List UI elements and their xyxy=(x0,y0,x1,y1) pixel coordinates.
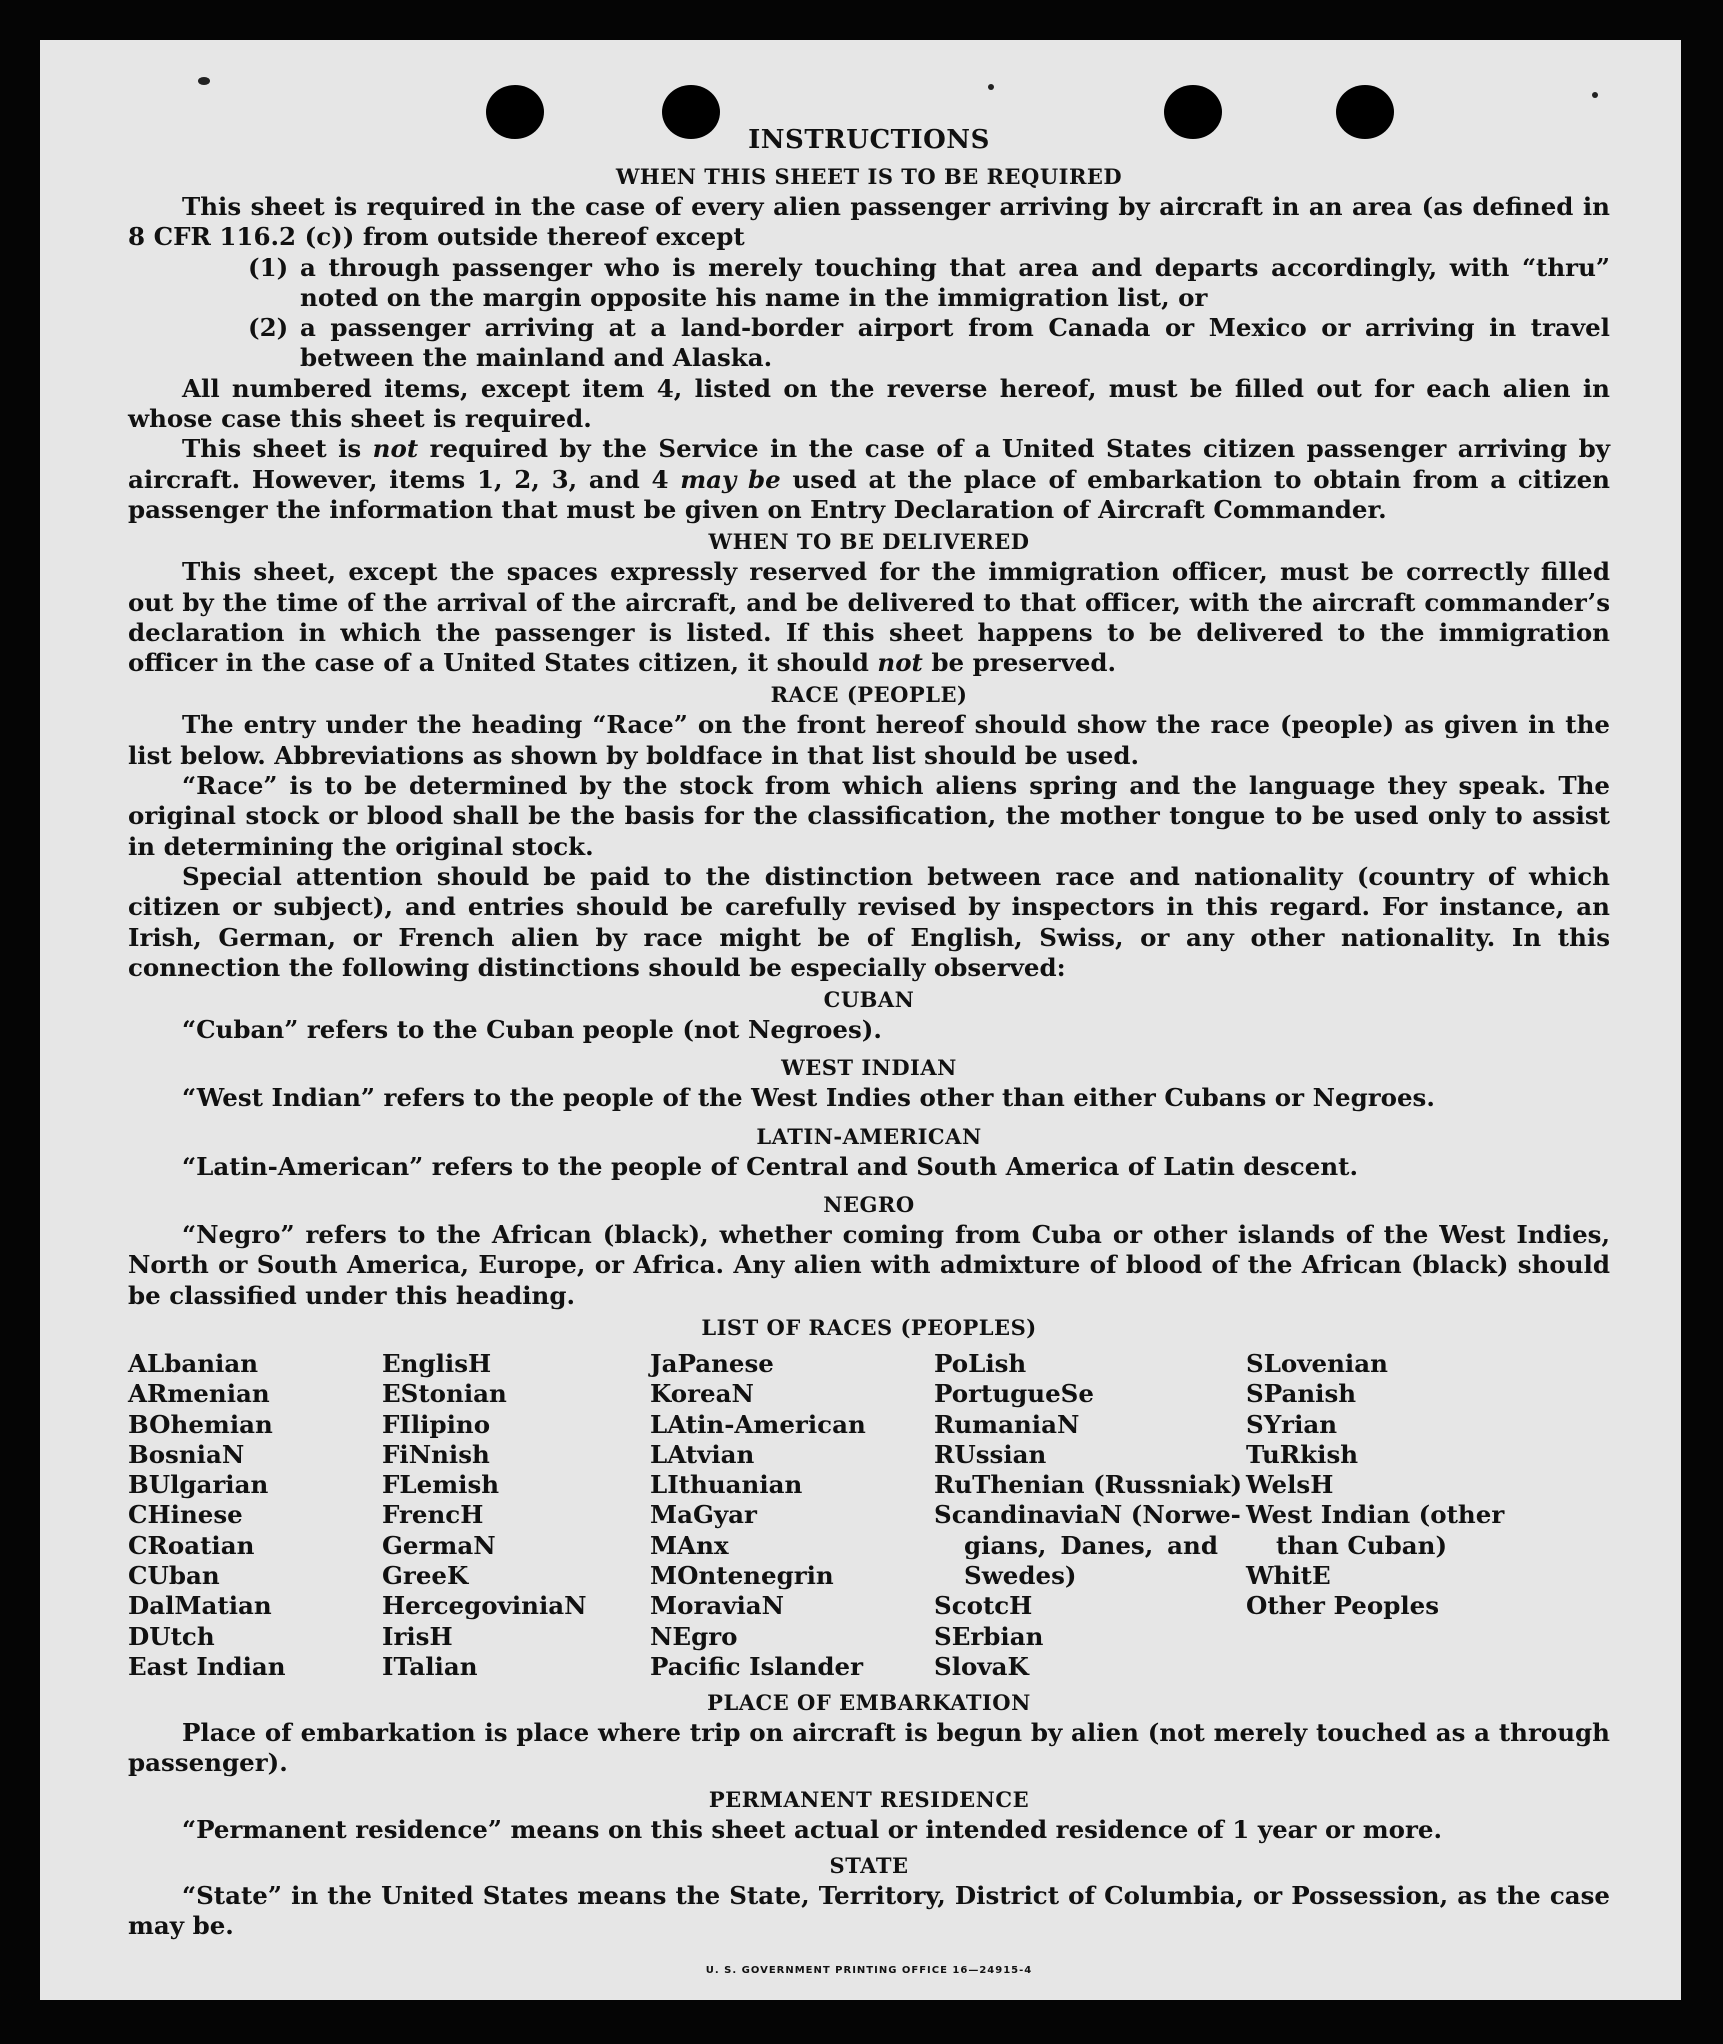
race-entry: SErbian xyxy=(934,1621,1044,1651)
race-entry: Other Peoples xyxy=(1246,1591,1440,1621)
race-entry: PoLish xyxy=(934,1348,1027,1378)
paragraph: This sheet, except the spaces expressly reserved for the immigration officer, must be correctly filled out by the time of the arrival of the aircraft, and be delivered to that officer, with the aircraft commander’s declaration in which the passenger is listed. If this sheet happens to be delivered to the immigration officer in the case of a United States citizen, it should not be preserved. xyxy=(128,557,1610,678)
race-entry: PortugueSe xyxy=(934,1379,1094,1409)
section-heading: WHEN TO BE DELIVERED xyxy=(708,529,1030,555)
section-heading: WHEN THIS SHEET IS TO BE REQUIRED xyxy=(615,164,1123,189)
race-entry: KoreaN xyxy=(650,1379,754,1409)
printing-office-footer: U. S. GOVERNMENT PRINTING OFFICE 16—24915-4 xyxy=(705,1964,1033,1976)
race-entry: MAnx xyxy=(650,1530,729,1560)
list-item xyxy=(248,253,1610,314)
race-entry: FiNnish xyxy=(382,1439,490,1469)
item-text: a passenger arriving at a land-border airport from Canada or Mexico or arriving in travel between the mainland and Alaska. xyxy=(300,313,1610,373)
race-entry: LAtin-American xyxy=(650,1409,866,1439)
race-entry: ScandinaviaN (Norwe- xyxy=(934,1500,1241,1530)
race-entry: RuThenian (Russniak) xyxy=(934,1470,1243,1500)
dust-speck xyxy=(198,77,210,85)
race-entry: LAtvian xyxy=(650,1439,755,1469)
paragraph: “Latin-American” refers to the people of Central and South America of Latin descent. xyxy=(182,1151,1358,1181)
section-heading: LATIN-AMERICAN xyxy=(756,1123,982,1149)
paragraph: “Negro” refers to the African (black), whether coming from Cuba or other islands of the West Indies, North or South America, Europe, or Africa. Any alien with admixture of blood of the African (black) should be classified under this heading. xyxy=(128,1220,1610,1310)
race-entry: FrencH xyxy=(382,1500,484,1530)
document-sheet xyxy=(40,40,1681,2000)
section-heading: LIST OF RACES (PEOPLES) xyxy=(701,1314,1037,1340)
section-heading: PLACE OF EMBARKATION xyxy=(707,1690,1031,1716)
paragraph: “Permanent residence” means on this sheet actual or intended residence of 1 year or more. xyxy=(182,1814,1443,1844)
section-heading: NEGRO xyxy=(823,1192,915,1218)
race-entry: ITalian xyxy=(382,1651,478,1681)
paragraph: The entry under the heading “Race” on the front hereof should show the race (people) as given in the list below. Abbreviations as shown by boldface in that list should be used. xyxy=(128,710,1610,770)
dust-speck xyxy=(1592,92,1598,98)
paragraph: Place of embarkation is place where trip on aircraft is begun by alien (not merely touched as a through passenger). xyxy=(128,1718,1610,1778)
section-heading: RACE (PEOPLE) xyxy=(770,682,968,708)
race-entry: SLovenian xyxy=(1246,1348,1388,1378)
races-list xyxy=(128,1349,1610,1682)
race-entry: GreeK xyxy=(382,1560,469,1590)
paragraph: “Cuban” refers to the Cuban people (not Negroes). xyxy=(182,1015,882,1045)
race-entry: CHinese xyxy=(128,1500,243,1530)
race-entry: West Indian (other xyxy=(1246,1500,1505,1530)
race-entry: RumaniaN xyxy=(934,1409,1080,1439)
race-entry: ARmenian xyxy=(128,1379,270,1409)
race-entry: WelsH xyxy=(1246,1470,1334,1500)
paragraph: “Race” is to be determined by the stock from which aliens spring and the language they speak. The original stock or blood shall be the basis for the classification, the mother tongue to be used only to assist in determining the original stock. xyxy=(128,771,1610,861)
section-heading: PERMANENT RESIDENCE xyxy=(708,1786,1030,1812)
races-column xyxy=(382,1349,650,1682)
race-entry: DUtch xyxy=(128,1621,215,1651)
paragraph: Special attention should be paid to the distinction between race and nationality (country of which citizen or subject), and entries should be carefully revised by inspectors in this regard. For instance, an Irish, German, or French alien by race might be of English, Swiss, or any other nationality. In this connection the following distinctions should be especially observed: xyxy=(128,861,1610,982)
races-column xyxy=(934,1349,1246,1682)
race-entry: JaPanese xyxy=(650,1348,774,1378)
race-entry: CUban xyxy=(128,1560,220,1590)
race-entry: DalMatian xyxy=(128,1591,272,1621)
instructions-content xyxy=(128,120,1610,1986)
paragraph: “State” in the United States means the State, Territory, District of Columbia, or Possession, as the case may be. xyxy=(128,1881,1610,1941)
race-entry: BUlgarian xyxy=(128,1470,269,1500)
race-entry: IrisH xyxy=(382,1621,453,1651)
race-entry-continuation: gians, Danes, and Swedes) xyxy=(964,1530,1218,1590)
race-entry: EStonian xyxy=(382,1379,507,1409)
races-column xyxy=(650,1349,934,1682)
race-entry: LIthuanian xyxy=(650,1470,803,1500)
paragraph: This sheet is required in the case of every alien passenger arriving by aircraft in an area (as defined in 8 CFR 116.2 (c)) from outside thereof except xyxy=(128,192,1610,252)
item-text: a through passenger who is merely touching that area and departs accordingly, with “thru” noted on the margin opposite his name in the immigration list, or xyxy=(300,252,1610,312)
race-entry: SYrian xyxy=(1246,1409,1338,1439)
section-heading: STATE xyxy=(829,1853,909,1879)
paragraph: This sheet is not required by the Service in the case of a United States citizen passenger arriving by aircraft. However, items 1, 2, 3, and 4 may be used at the place of embarkation to obtain from a citizen passenger the information that must be given on Entry Declaration of Aircraft Commander. xyxy=(128,434,1610,524)
item-number: (1) xyxy=(248,252,289,282)
section-heading: WEST INDIAN xyxy=(781,1055,957,1081)
race-entry: WhitE xyxy=(1246,1560,1331,1590)
race-entry: ScotcH xyxy=(934,1591,1033,1621)
race-entry: SPanish xyxy=(1246,1379,1357,1409)
race-entry: BosniaN xyxy=(128,1439,245,1469)
list-item xyxy=(248,313,1610,374)
race-entry: FIlipino xyxy=(382,1409,491,1439)
race-entry: HercegoviniaN xyxy=(382,1591,587,1621)
paragraph: All numbered items, except item 4, listed on the reverse hereof, must be filled out for each alien in whose case this sheet is required. xyxy=(128,373,1610,434)
race-entry: East Indian xyxy=(128,1651,286,1681)
paragraph: “West Indian” refers to the people of the West Indies other than either Cubans or Negroes. xyxy=(182,1083,1435,1113)
race-entry: MoraviaN xyxy=(650,1591,785,1621)
dust-speck xyxy=(988,84,994,90)
race-entry: EnglisH xyxy=(382,1348,492,1378)
race-entry: SlovaK xyxy=(934,1651,1029,1681)
race-entry: Pacific Islander xyxy=(650,1651,863,1681)
race-entry: GermaN xyxy=(382,1530,496,1560)
race-entry: CRoatian xyxy=(128,1530,255,1560)
race-entry: MOntenegrin xyxy=(650,1560,834,1590)
race-entry-continuation: than Cuban) xyxy=(1276,1530,1448,1560)
race-entry: FLemish xyxy=(382,1470,500,1500)
race-entry: MaGyar xyxy=(650,1500,757,1530)
race-entry: NEgro xyxy=(650,1621,738,1651)
section-heading: CUBAN xyxy=(823,987,915,1013)
races-column xyxy=(1246,1349,1536,1682)
races-column xyxy=(128,1349,382,1682)
page-title: INSTRUCTIONS xyxy=(748,125,990,155)
race-entry: TuRkish xyxy=(1246,1439,1359,1469)
item-number: (2) xyxy=(248,313,289,343)
race-entry: ALbanian xyxy=(128,1348,259,1378)
race-entry: BOhemian xyxy=(128,1409,273,1439)
race-entry: RUssian xyxy=(934,1439,1047,1469)
